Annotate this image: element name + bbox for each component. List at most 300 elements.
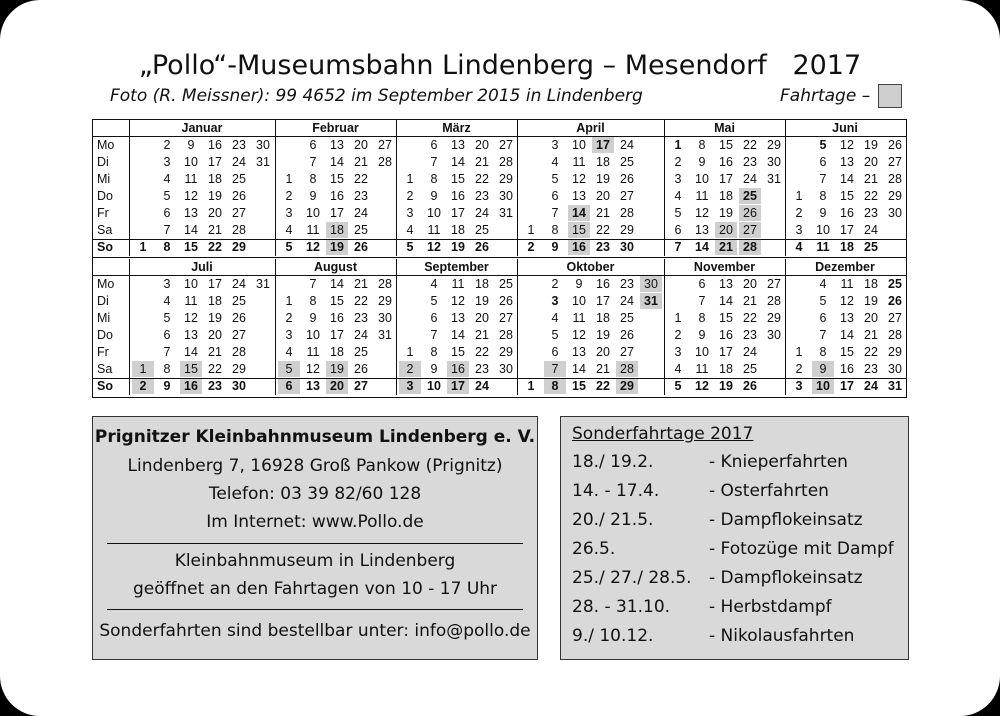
calendar-day: 19 [596, 172, 610, 186]
calendar-day: 23 [864, 362, 878, 376]
calendar-day: 7 [551, 206, 559, 220]
month-header: Mai [714, 121, 735, 135]
calendar-day: 13 [184, 206, 198, 220]
calendar-day: 12 [306, 240, 320, 254]
month-header: November [693, 260, 756, 274]
calendar-day: 9 [163, 379, 171, 393]
calendar-day: 21 [864, 328, 878, 342]
calendar-day: 15 [451, 172, 465, 186]
calendar-day: 6 [819, 311, 827, 325]
header-rule [93, 136, 906, 137]
calendar-day: 18 [719, 362, 733, 376]
calendar-day: 17 [447, 378, 469, 394]
month-header: März [442, 121, 471, 135]
calendar-day: 13 [840, 155, 854, 169]
calendar-day: 22 [354, 172, 368, 186]
calendar-day: 16 [840, 206, 854, 220]
calendar-day: 18 [208, 172, 222, 186]
special-trip-event: - Nikolausfahrten [709, 626, 855, 646]
calendar-day: 11 [572, 311, 586, 325]
calendar-day: 1 [406, 345, 414, 359]
calendar-day: 15 [572, 379, 586, 393]
calendar-day: 1 [527, 223, 535, 237]
calendar-day: 20 [326, 378, 348, 394]
calendar-day: 14 [840, 328, 854, 342]
calendar-day: 16 [840, 362, 854, 376]
calendar-day: 10 [184, 277, 198, 291]
calendar-day: 8 [163, 240, 171, 254]
month-divider [785, 259, 786, 395]
calendar-day: 5 [430, 294, 438, 308]
calendar-day: 6 [674, 223, 682, 237]
calendar-day: 15 [330, 294, 344, 308]
calendar-day: 8 [698, 311, 706, 325]
special-trip-event: - Osterfahrten [709, 481, 829, 501]
calendar-day: 5 [819, 138, 827, 152]
calendar-day: 13 [184, 328, 198, 342]
calendar-day: 2 [674, 155, 682, 169]
calendar-day: 15 [719, 138, 733, 152]
special-trips-panel [560, 416, 909, 660]
calendar-day: 24 [743, 345, 757, 359]
calendar-day: 26 [354, 240, 368, 254]
weekday-label: Mo [97, 277, 115, 291]
calendar-day: 9 [698, 328, 706, 342]
calendar-day: 30 [499, 362, 513, 376]
page-title: „Pollo“-Museumsbahn Lindenberg – Mesendorf 2017 [138, 50, 862, 81]
calendar-day: 19 [451, 240, 465, 254]
weekday-label: Di [97, 155, 109, 169]
calendar-day: 23 [864, 206, 878, 220]
calendar-day: 10 [306, 206, 320, 220]
calendar-day: 17 [330, 206, 344, 220]
calendar-day: 20 [743, 277, 757, 291]
calendar-day: 19 [208, 311, 222, 325]
calendar-day: 4 [551, 311, 559, 325]
calendar-day: 28 [378, 155, 392, 169]
calendar-day: 30 [378, 311, 392, 325]
calendar-day: 11 [184, 294, 198, 308]
calendar-day: 19 [864, 138, 878, 152]
calendar-day: 18 [475, 277, 489, 291]
calendar-day: 13 [695, 223, 709, 237]
calendar-day: 25 [743, 362, 757, 376]
calendar-day: 2 [674, 328, 682, 342]
calendar-day: 19 [719, 206, 733, 220]
month-divider [396, 120, 397, 256]
calendar-day: 20 [208, 328, 222, 342]
calendar-day: 9 [187, 138, 195, 152]
calendar-day: 21 [475, 328, 489, 342]
calendar-day: 16 [719, 155, 733, 169]
weekday-label: Sa [97, 223, 113, 237]
calendar-day: 9 [309, 311, 317, 325]
calendar-day: 26 [620, 172, 634, 186]
calendar-day: 8 [163, 362, 171, 376]
calendar-day: 11 [306, 223, 320, 237]
calendar-day: 6 [309, 138, 317, 152]
calendar-day: 1 [674, 311, 682, 325]
calendar-day: 3 [674, 172, 682, 186]
calendar-day: 24 [354, 206, 368, 220]
calendar-day: 22 [354, 294, 368, 308]
calendar-day: 14 [695, 240, 709, 254]
calendar-day: 10 [184, 155, 198, 169]
calendar-day: 8 [430, 172, 438, 186]
calendar-day: 20 [864, 155, 878, 169]
calendar-day: 26 [888, 294, 902, 308]
calendar-day: 17 [719, 345, 733, 359]
calendar-day: 23 [596, 240, 610, 254]
special-trip-date: 20./ 21.5. [572, 510, 654, 530]
calendar-day: 11 [695, 362, 709, 376]
calendar-day: 10 [427, 206, 441, 220]
special-trip-date: 25./ 27./ 28.5. [572, 568, 692, 588]
half-rule [93, 257, 906, 258]
calendar-day: 28 [378, 277, 392, 291]
calendar-day: 5 [163, 189, 171, 203]
calendar-day: 3 [406, 206, 414, 220]
calendar-day: 4 [163, 294, 171, 308]
calendar-day: 23 [620, 277, 634, 291]
calendar-day: 21 [208, 223, 222, 237]
calendar-day: 25 [888, 277, 902, 291]
calendar-day: 12 [184, 311, 198, 325]
calendar-day: 7 [163, 345, 171, 359]
calendar-day: 14 [719, 294, 733, 308]
calendar-day: 5 [551, 172, 559, 186]
divider [107, 609, 523, 610]
special-trip-event: - Fotozüge mit Dampf [709, 539, 894, 559]
calendar-day: 3 [674, 345, 682, 359]
calendar-day: 30 [888, 206, 902, 220]
calendar-day: 29 [499, 345, 513, 359]
calendar-day: 14 [451, 328, 465, 342]
calendar-day: 11 [572, 155, 586, 169]
calendar-day: 29 [616, 378, 638, 394]
calendar-day: 31 [640, 293, 662, 309]
calendar-day: 4 [285, 223, 293, 237]
calendar-day: 25 [739, 188, 761, 204]
calendar-day: 3 [795, 223, 803, 237]
sunday-rule [93, 378, 906, 379]
calendar-day: 11 [306, 345, 320, 359]
calendar-day: 30 [640, 276, 662, 292]
calendar-day: 3 [285, 206, 293, 220]
calendar-day: 9 [551, 240, 559, 254]
calendar-day: 26 [232, 189, 246, 203]
calendar-day: 10 [816, 223, 830, 237]
calendar-day: 1 [285, 172, 293, 186]
calendar-day: 18 [326, 222, 348, 238]
calendar-day: 6 [551, 189, 559, 203]
calendar-day: 17 [330, 328, 344, 342]
calendar-day: 16 [447, 361, 469, 377]
weekday-label: Mo [97, 138, 115, 152]
month-header: August [313, 260, 358, 274]
calendar-day: 25 [475, 223, 489, 237]
calendar-day: 27 [354, 379, 368, 393]
calendar-day: 25 [232, 172, 246, 186]
calendar-day: 22 [864, 345, 878, 359]
calendar-day: 14 [184, 345, 198, 359]
calendar-day: 3 [551, 294, 559, 308]
calendar-day: 1 [406, 172, 414, 186]
calendar-day: 29 [767, 138, 781, 152]
calendar-day: 23 [354, 311, 368, 325]
calendar-day: 31 [378, 328, 392, 342]
calendar-day: 28 [739, 239, 761, 255]
weekday-label: Di [97, 294, 109, 308]
weekday-label: Do [97, 328, 113, 342]
header-rule [93, 275, 906, 276]
calendar-day: 23 [743, 328, 757, 342]
calendar-day: 2 [285, 311, 293, 325]
calendar-day: 22 [475, 172, 489, 186]
special-trip-event: - Knieperfahrten [709, 452, 848, 472]
calendar-day: 7 [698, 294, 706, 308]
calendar-day: 2 [406, 189, 414, 203]
calendar-day: 22 [475, 345, 489, 359]
calendar-day: 1 [674, 138, 682, 152]
calendar-day: 11 [451, 277, 465, 291]
calendar-day: 25 [620, 155, 634, 169]
calendar-day: 4 [551, 155, 559, 169]
calendar-day: 7 [163, 223, 171, 237]
special-trip-date: 14. - 17.4. [572, 481, 660, 501]
calendar-day: 19 [208, 189, 222, 203]
calendar-day: 14 [572, 362, 586, 376]
calendar-day: 5 [674, 379, 682, 393]
phone: Telefon: 03 39 82/60 128 [208, 484, 422, 504]
calendar-day: 24 [620, 138, 634, 152]
calendar-day: 31 [256, 277, 270, 291]
special-trip-event: - Dampflokeinsatz [709, 510, 863, 530]
calendar-day: 14 [451, 155, 465, 169]
calendar-day: 9 [575, 277, 583, 291]
booking-info: Sonderfahrten sind bestellbar unter: info@pollo.de [99, 621, 531, 641]
calendar-day: 31 [767, 172, 781, 186]
calendar-day: 8 [698, 138, 706, 152]
month-header: April [576, 121, 605, 135]
calendar-day: 29 [499, 172, 513, 186]
calendar-day: 8 [819, 345, 827, 359]
calendar-day: 12 [572, 328, 586, 342]
photo-caption: Foto (R. Meissner): 99 4652 im September 2015 in Lindenberg [110, 86, 643, 106]
calendar-day: 2 [795, 206, 803, 220]
month-header: Juni [832, 121, 858, 135]
special-trip-event: - Herbstdampf [709, 597, 832, 617]
calendar-day: 18 [719, 189, 733, 203]
calendar-day: 6 [278, 378, 300, 394]
calendar-day: 5 [551, 328, 559, 342]
calendar-day: 28 [499, 155, 513, 169]
calendar-day: 4 [674, 189, 682, 203]
calendar-day: 25 [232, 294, 246, 308]
calendar-day: 27 [888, 311, 902, 325]
legend-swatch [878, 84, 902, 108]
calendar-day: 28 [767, 294, 781, 308]
calendar-day: 1 [139, 240, 147, 254]
calendar-day: 3 [795, 379, 803, 393]
calendar-day: 22 [208, 362, 222, 376]
calendar-day: 25 [499, 277, 513, 291]
month-divider [785, 120, 786, 256]
legend-label: Fahrtage – [780, 86, 871, 106]
calendar-day: 6 [551, 345, 559, 359]
calendar-day: 31 [499, 206, 513, 220]
calendar-day: 3 [551, 138, 559, 152]
calendar-day: 30 [767, 155, 781, 169]
calendar-day: 5 [819, 294, 827, 308]
calendar-day: 23 [475, 362, 489, 376]
calendar-day: 28 [232, 345, 246, 359]
museum-info-panel [92, 416, 538, 660]
month-divider [664, 259, 665, 395]
calendar-day: 12 [572, 172, 586, 186]
calendar-day: 12 [695, 206, 709, 220]
calendar-day: 9 [819, 206, 827, 220]
special-trip-date: 9./ 10.12. [572, 626, 654, 646]
calendar-day: 12 [840, 294, 854, 308]
calendar-day: 26 [739, 205, 761, 221]
calendar-day: 7 [544, 361, 566, 377]
calendar-day: 22 [864, 189, 878, 203]
calendar-day: 6 [430, 311, 438, 325]
calendar-day: 27 [888, 155, 902, 169]
calendar-day: 2 [795, 362, 803, 376]
calendar-day: 7 [309, 155, 317, 169]
month-divider [275, 120, 276, 256]
calendar-day: 24 [232, 155, 246, 169]
calendar-day: 21 [208, 345, 222, 359]
calendar-day: 10 [572, 138, 586, 152]
calendar-day: 11 [840, 277, 854, 291]
calendar-day: 15 [568, 222, 590, 238]
calendar-day: 9 [430, 189, 438, 203]
calendar-day: 16 [719, 328, 733, 342]
calendar-day: 4 [430, 277, 438, 291]
calendar-day: 2 [163, 138, 171, 152]
calendar-day: 13 [306, 379, 320, 393]
calendar-day: 7 [430, 155, 438, 169]
calendar-day: 26 [888, 138, 902, 152]
calendar-day: 8 [544, 378, 566, 394]
month-header: Dezember [815, 260, 875, 274]
calendar-day: 13 [451, 311, 465, 325]
calendar-day: 6 [430, 138, 438, 152]
calendar-day: 13 [840, 311, 854, 325]
calendar-day: 14 [330, 155, 344, 169]
calendar-day: 11 [427, 223, 441, 237]
calendar-day: 4 [819, 277, 827, 291]
calendar-day: 4 [795, 240, 803, 254]
org-name: Prignitzer Kleinbahnmuseum Lindenberg e. V. [94, 427, 536, 447]
calendar-day: 28 [620, 206, 634, 220]
month-header: Januar [181, 121, 223, 135]
calendar-day: 13 [719, 277, 733, 291]
calendar-day: 24 [475, 379, 489, 393]
calendar-day: 19 [475, 294, 489, 308]
calendar-day: 15 [840, 189, 854, 203]
calendar-day: 27 [620, 189, 634, 203]
calendar-day: 19 [596, 328, 610, 342]
calendar-day: 10 [306, 328, 320, 342]
month-header: September [424, 260, 489, 274]
calendar-day: 10 [695, 172, 709, 186]
calendar-day: 17 [719, 172, 733, 186]
calendar-day: 10 [812, 378, 834, 394]
calendar-day: 6 [163, 328, 171, 342]
calendar-day: 6 [819, 155, 827, 169]
calendar-day: 26 [620, 328, 634, 342]
opening-hours: geöffnet an den Fahrtagen von 10 - 17 Uhr [132, 579, 498, 599]
calendar-day: 15 [330, 172, 344, 186]
calendar-day: 1 [795, 189, 803, 203]
calendar-day: 27 [499, 311, 513, 325]
calendar-day: 31 [256, 155, 270, 169]
calendar-day: 18 [330, 345, 344, 359]
calendar-day: 10 [572, 294, 586, 308]
calendar-day: 18 [840, 240, 854, 254]
calendar-day: 24 [864, 223, 878, 237]
calendar-day: 27 [232, 206, 246, 220]
special-trip-date: 26.5. [572, 539, 616, 559]
month-divider [129, 120, 130, 256]
calendar-day: 23 [232, 138, 246, 152]
calendar-day: 27 [620, 345, 634, 359]
calendar-day: 13 [451, 138, 465, 152]
calendar-day: 1 [795, 345, 803, 359]
calendar-day: 23 [475, 189, 489, 203]
calendar-day: 1 [285, 294, 293, 308]
calendar-day: 27 [499, 138, 513, 152]
weekday-label: Do [97, 189, 113, 203]
calendar-day: 15 [184, 240, 198, 254]
calendar-day: 18 [596, 155, 610, 169]
calendar-day: 5 [163, 311, 171, 325]
calendar-day: 30 [620, 240, 634, 254]
calendar-day: 28 [888, 172, 902, 186]
calendar-day: 16 [330, 189, 344, 203]
calendar-day: 8 [430, 345, 438, 359]
calendar-day: 28 [888, 328, 902, 342]
calendar-day: 22 [743, 138, 757, 152]
calendar-day: 5 [674, 206, 682, 220]
calendar-day: 29 [378, 294, 392, 308]
calendar-day: 17 [208, 155, 222, 169]
calendar-day: 24 [354, 328, 368, 342]
calendar-day: 9 [309, 189, 317, 203]
calendar-day: 21 [354, 155, 368, 169]
calendar-day: 25 [864, 240, 878, 254]
address: Lindenberg 7, 16928 Groß Pankow (Prignitz) [127, 456, 503, 476]
calendar-day: 17 [840, 379, 854, 393]
calendar-day: 21 [743, 294, 757, 308]
calendar-day: 28 [232, 223, 246, 237]
weekday-label: Sa [97, 362, 113, 376]
calendar-day: 27 [767, 277, 781, 291]
calendar-day: 6 [163, 206, 171, 220]
calendar-day: 20 [864, 311, 878, 325]
calendar-day: 14 [184, 223, 198, 237]
calendar-day: 5 [406, 240, 414, 254]
calendar-day: 15 [451, 345, 465, 359]
calendar-day: 30 [767, 328, 781, 342]
calendar-day: 16 [596, 277, 610, 291]
calendar-day: 26 [743, 379, 757, 393]
calendar-day: 7 [819, 328, 827, 342]
